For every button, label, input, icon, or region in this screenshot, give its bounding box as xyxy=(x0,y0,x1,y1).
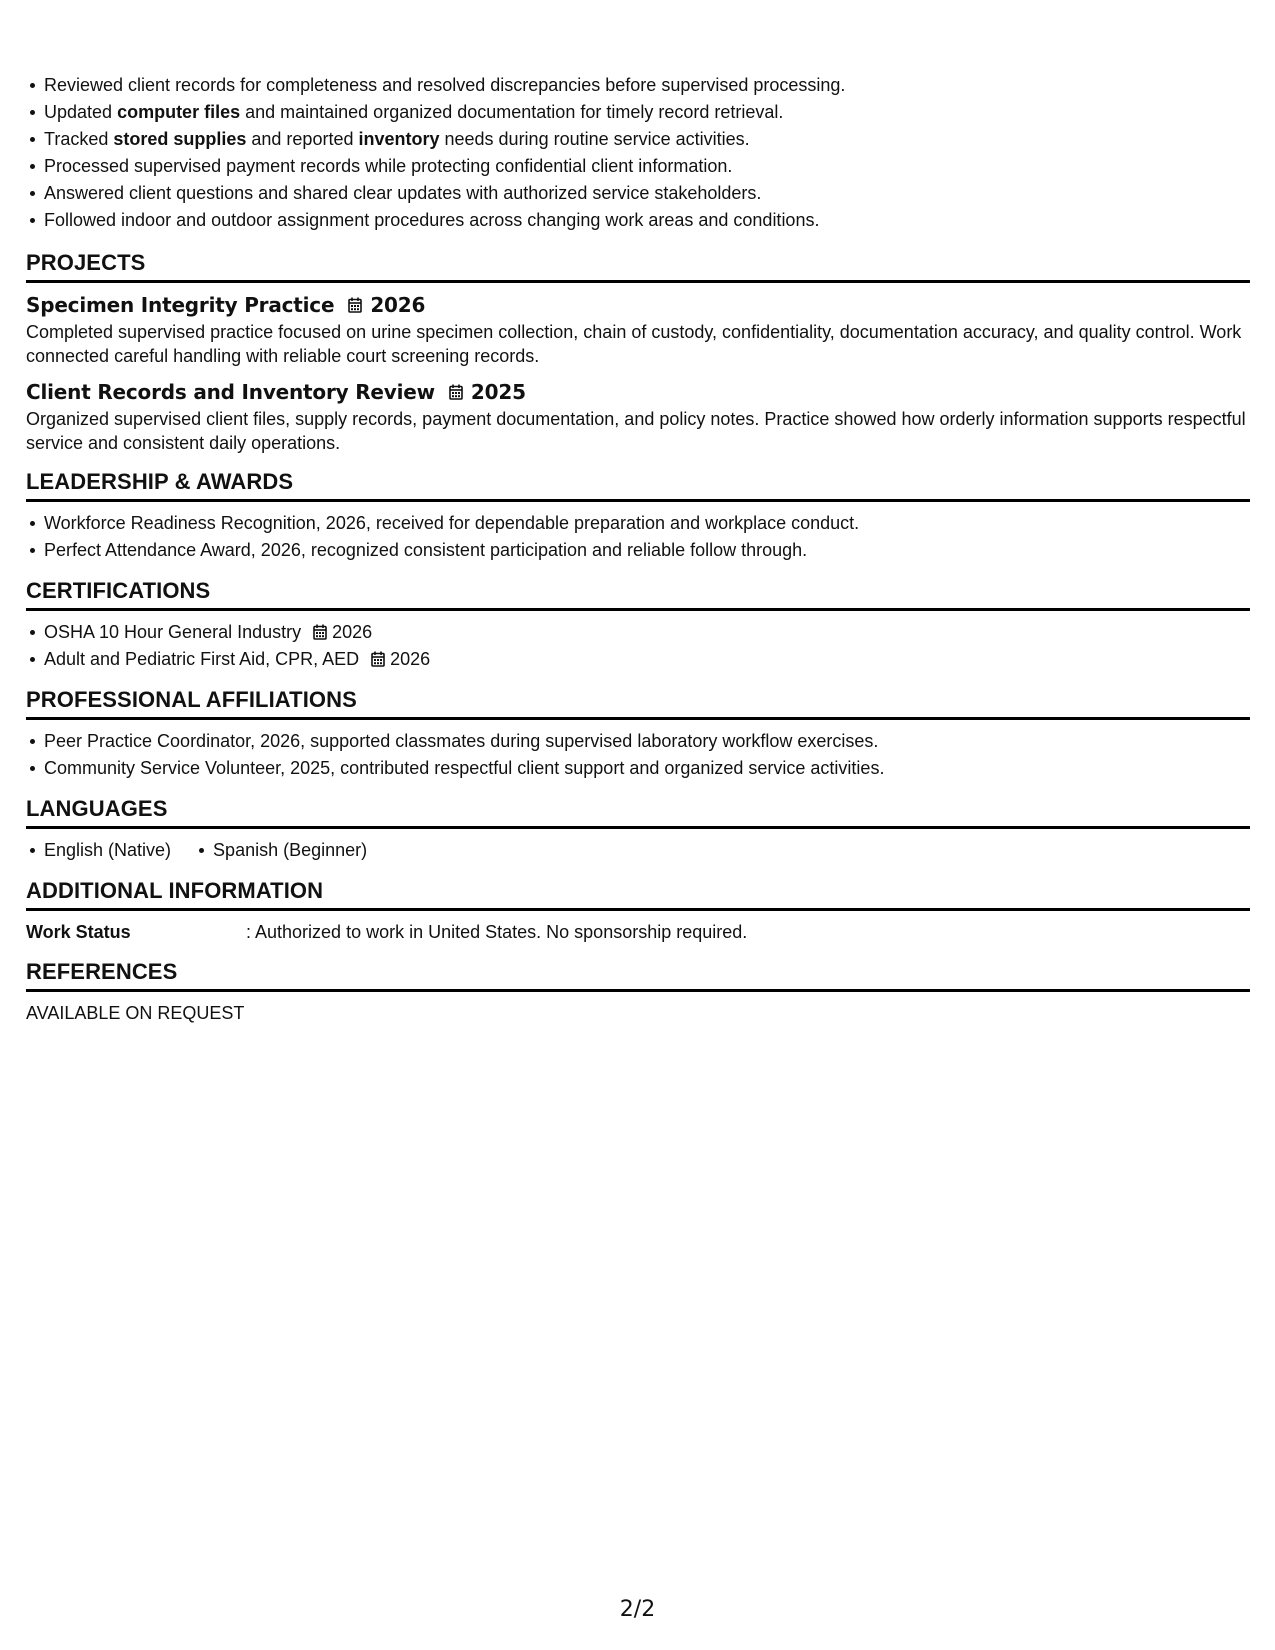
projects-heading: PROJECTS xyxy=(26,250,146,275)
section-divider xyxy=(26,717,1250,720)
experience-bullet: Tracked stored supplies and reported inventory needs during routine service activities. xyxy=(44,126,1250,153)
award-item: Workforce Readiness Recognition, 2026, received for dependable preparation and workplace conduct. xyxy=(44,510,1250,537)
section-divider xyxy=(26,608,1250,611)
section-divider xyxy=(26,989,1250,992)
languages-heading: LANGUAGES xyxy=(26,796,168,821)
language-item: English (Native) xyxy=(44,837,171,864)
affiliations-heading: PROFESSIONAL AFFILIATIONS xyxy=(26,687,357,712)
references-section xyxy=(26,959,1250,1026)
experience-bullet: Reviewed client records for completeness and resolved discrepancies before supervised processing. xyxy=(44,72,1250,99)
calendar-icon xyxy=(371,651,385,667)
certification-name: Adult and Pediatric First Aid, CPR, AED xyxy=(44,649,360,669)
award-item: Perfect Attendance Award, 2026, recognized consistent participation and reliable follow through. xyxy=(44,537,1250,564)
languages-section xyxy=(26,796,1250,864)
calendar-icon xyxy=(348,297,362,313)
project-description: Completed supervised practice focused on urine specimen collection, chain of custody, confidentiality, documentation accuracy, and quality control. Work connected careful handling with reliable court screening records. xyxy=(26,322,1242,366)
project-year: 2026 xyxy=(370,293,426,317)
leadership-section xyxy=(26,469,1250,564)
language-item: Spanish (Beginner) xyxy=(213,837,367,864)
work-status-label: Work Status xyxy=(26,922,131,942)
affiliations-section xyxy=(26,687,1250,782)
certifications-section xyxy=(26,578,1250,673)
certification-item xyxy=(44,646,1250,673)
resume-page xyxy=(26,72,1250,1026)
page-number: 2/2 xyxy=(619,1597,656,1622)
certification-item xyxy=(44,619,1250,646)
section-divider xyxy=(26,826,1250,829)
project-item xyxy=(26,378,1250,455)
additional-info-heading: ADDITIONAL INFORMATION xyxy=(26,878,324,903)
experience-bullet-list xyxy=(26,72,1250,234)
section-divider xyxy=(26,908,1250,911)
leadership-heading: LEADERSHIP & AWARDS xyxy=(26,469,294,494)
project-year: 2025 xyxy=(470,380,526,404)
calendar-icon xyxy=(449,384,463,400)
work-status-value: : Authorized to work in United States. No sponsorship required. xyxy=(246,922,748,942)
references-heading: REFERENCES xyxy=(26,959,178,984)
references-text: AVAILABLE ON REQUEST xyxy=(26,1003,245,1023)
project-description: Organized supervised client files, supply records, payment documentation, and policy notes. Practice showed how orderly information supports respectful service and consistent daily operations. xyxy=(26,409,1246,453)
project-name: Specimen Integrity Practice xyxy=(26,293,335,317)
project-name: Client Records and Inventory Review xyxy=(26,380,435,404)
project-item xyxy=(26,291,1250,368)
experience-bullet: Updated computer files and maintained organized documentation for timely record retrieval. xyxy=(44,99,1250,126)
certification-name: OSHA 10 Hour General Industry xyxy=(44,622,302,642)
calendar-icon xyxy=(313,624,327,640)
section-divider xyxy=(26,499,1250,502)
affiliation-item: Peer Practice Coordinator, 2026, supported classmates during supervised laboratory workflow exercises. xyxy=(44,728,1250,755)
affiliation-item: Community Service Volunteer, 2025, contributed respectful client support and organized service activities. xyxy=(44,755,1250,782)
additional-info-section xyxy=(26,878,1250,945)
certification-year: 2026 xyxy=(332,622,373,642)
experience-bullet: Followed indoor and outdoor assignment procedures across changing work areas and conditions. xyxy=(44,207,1250,234)
certification-year: 2026 xyxy=(390,649,431,669)
experience-bullet: Answered client questions and shared clear updates with authorized service stakeholders. xyxy=(44,180,1250,207)
experience-bullet: Processed supervised payment records while protecting confidential client information. xyxy=(44,153,1250,180)
section-divider xyxy=(26,280,1250,283)
certifications-heading: CERTIFICATIONS xyxy=(26,578,211,603)
work-status-row xyxy=(26,919,1250,945)
projects-section xyxy=(26,250,1250,455)
